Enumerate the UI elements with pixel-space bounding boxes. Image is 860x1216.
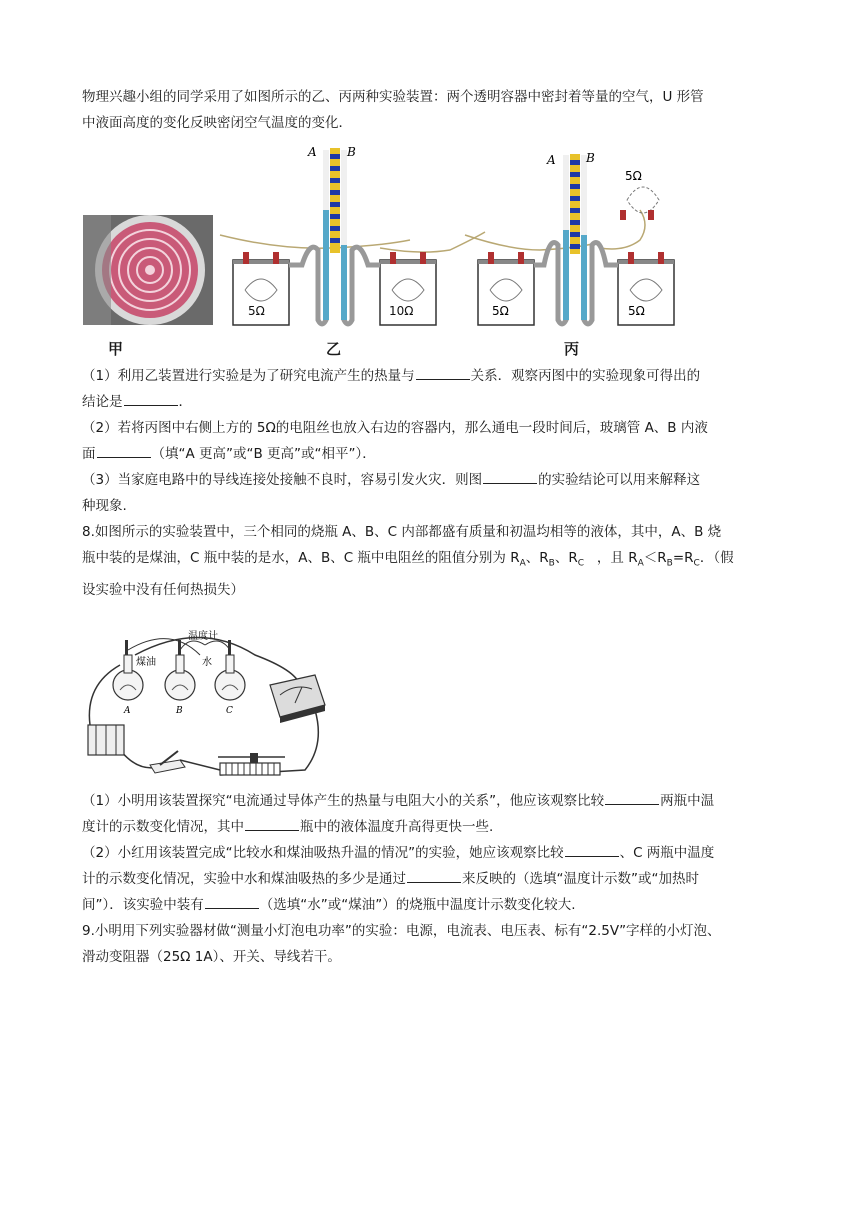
figure-flask-circuit [80, 625, 330, 785]
q9-line-2: 滑动变阻器（25Ω 1A）、开关、导线若干。 [82, 949, 341, 965]
flask-a [113, 640, 143, 700]
flask-c [215, 640, 245, 700]
q7-part1-line1: （1）利用乙装置进行实验是为了研究电流产生的热量与 关系．观察丙图中的实验现象可得出的 [82, 363, 782, 389]
fig2-flask-b-label: B [176, 706, 183, 716]
q7-blank-4[interactable] [483, 469, 537, 484]
q8-part2-line2: 计的示数变化情况，实验中水和煤油吸热的多少是通过 来反映的（选填“温度计示数”或“加热时 [82, 866, 782, 892]
intro-paragraph [82, 84, 782, 136]
q7-block [82, 363, 782, 519]
q8-parts [82, 788, 782, 918]
q7-blank-2[interactable] [124, 391, 178, 406]
bing-top-resistor-label: 5Ω [625, 169, 642, 183]
bing-apparatus [465, 151, 674, 325]
bing-tube-a-label: A [547, 153, 556, 167]
q7-part2-line2: 面 （填“A 更高”或“B 更高”或“相平”）． [82, 441, 782, 467]
intro-line-2: 中液面高度的变化反映密闭空气温度的变化． [82, 115, 352, 131]
yi-tube-b-label: B [347, 145, 356, 159]
q7-part2-line1: （2）若将丙图中右侧上方的 5Ω的电阻丝也放入右边的容器内，那么通电一段时间后，玻璃管 A、B 内液 [82, 420, 708, 436]
bing-left-resistor-label: 5Ω [492, 304, 509, 318]
q8-blank-5[interactable] [205, 894, 259, 909]
q7-part3-line1: （3）当家庭电路中的导线连接处接触不良时，容易引发火灾．则图 的实验结论可以用来解释这 [82, 467, 782, 493]
yi-right-resistor-label: 10Ω [389, 304, 414, 318]
fig2-kerosene-label: 煤油 [136, 657, 156, 668]
yi-tube-a-label: A [308, 145, 317, 159]
q7-blank-3[interactable] [97, 443, 151, 458]
bing-right-resistor-label: 5Ω [628, 304, 645, 318]
q8-blank-3[interactable] [565, 842, 619, 857]
intro-line-1: 物理兴趣小组的同学采用了如图所示的乙、丙两种实验装置：两个透明容器中密封着等量的空气，U 形管 [82, 89, 704, 105]
yi-apparatus [220, 145, 485, 325]
rheostat-icon [218, 753, 285, 775]
q8-part2-line3: 间”）．该实验中装有 （选填“水”或“煤油”）的烧瓶中温度计示数变化较大. [82, 892, 782, 918]
caption-bing: 丙 [564, 340, 580, 358]
q8-part1-line2: 度计的示数变化情况，其中 瓶中的液体温度升高得更快一些. [82, 814, 782, 840]
q8-stem [82, 519, 782, 603]
jia-coil-image [83, 215, 213, 325]
fig2-thermometer-label: 温度计 [188, 631, 218, 642]
caption-jia: 甲 [108, 340, 124, 358]
q9-line-1: 9.小明用下列实验器材做“测量小灯泡电功率”的实验：电源，电流表、电压表、标有“2.5V”字样的小灯泡、 [82, 923, 721, 939]
q8-part2-line1: （2）小红用该装置完成“比较水和煤油吸热升温的情况”的实验，她应该观察比较 、C 两瓶中温度 [82, 840, 782, 866]
q7-part3-line2: 种现象. [82, 498, 127, 514]
q9-block [82, 918, 782, 970]
q8-line-3: 设实验中没有任何热损失） [82, 581, 244, 598]
fig2-flask-c-label: C [226, 706, 233, 716]
yi-left-resistor-label: 5Ω [248, 304, 265, 318]
bing-tube-b-label: B [586, 151, 595, 165]
q7-blank-1[interactable] [416, 365, 470, 380]
q8-line-1: 8.如图所示的实验装置中，三个相同的烧瓶 A、B、C 内部都盛有质量和初温均相等的液体，其中，A、B 烧 [82, 524, 722, 540]
q8-blank-1[interactable] [605, 790, 659, 805]
flask-b [165, 640, 195, 700]
caption-yi: 乙 [326, 340, 342, 358]
battery-icon [88, 725, 124, 755]
figure-jia-yi-bing [80, 140, 680, 365]
switch-icon [150, 751, 185, 773]
q7-part1-line2: 结论是 ． [82, 389, 782, 415]
fig2-flask-a-label: A [124, 706, 131, 716]
q8-part1-line1: （1）小明用该装置探究“电流通过导体产生的热量与电阻大小的关系”，他应该观察比较 两瓶中温 [82, 788, 782, 814]
q8-line-2: 瓶中装的是煤油，C 瓶中装的是水，A、B、C 瓶中电阻丝的阻值分别为 $R_A$、$R_B$、$R_C$ ，且 $R_A<R_B=R_C$．（假 [82, 550, 734, 569]
q8-blank-2[interactable] [245, 816, 299, 831]
fig2-water-label: 水 [202, 657, 212, 668]
q8-blank-4[interactable] [407, 868, 461, 883]
